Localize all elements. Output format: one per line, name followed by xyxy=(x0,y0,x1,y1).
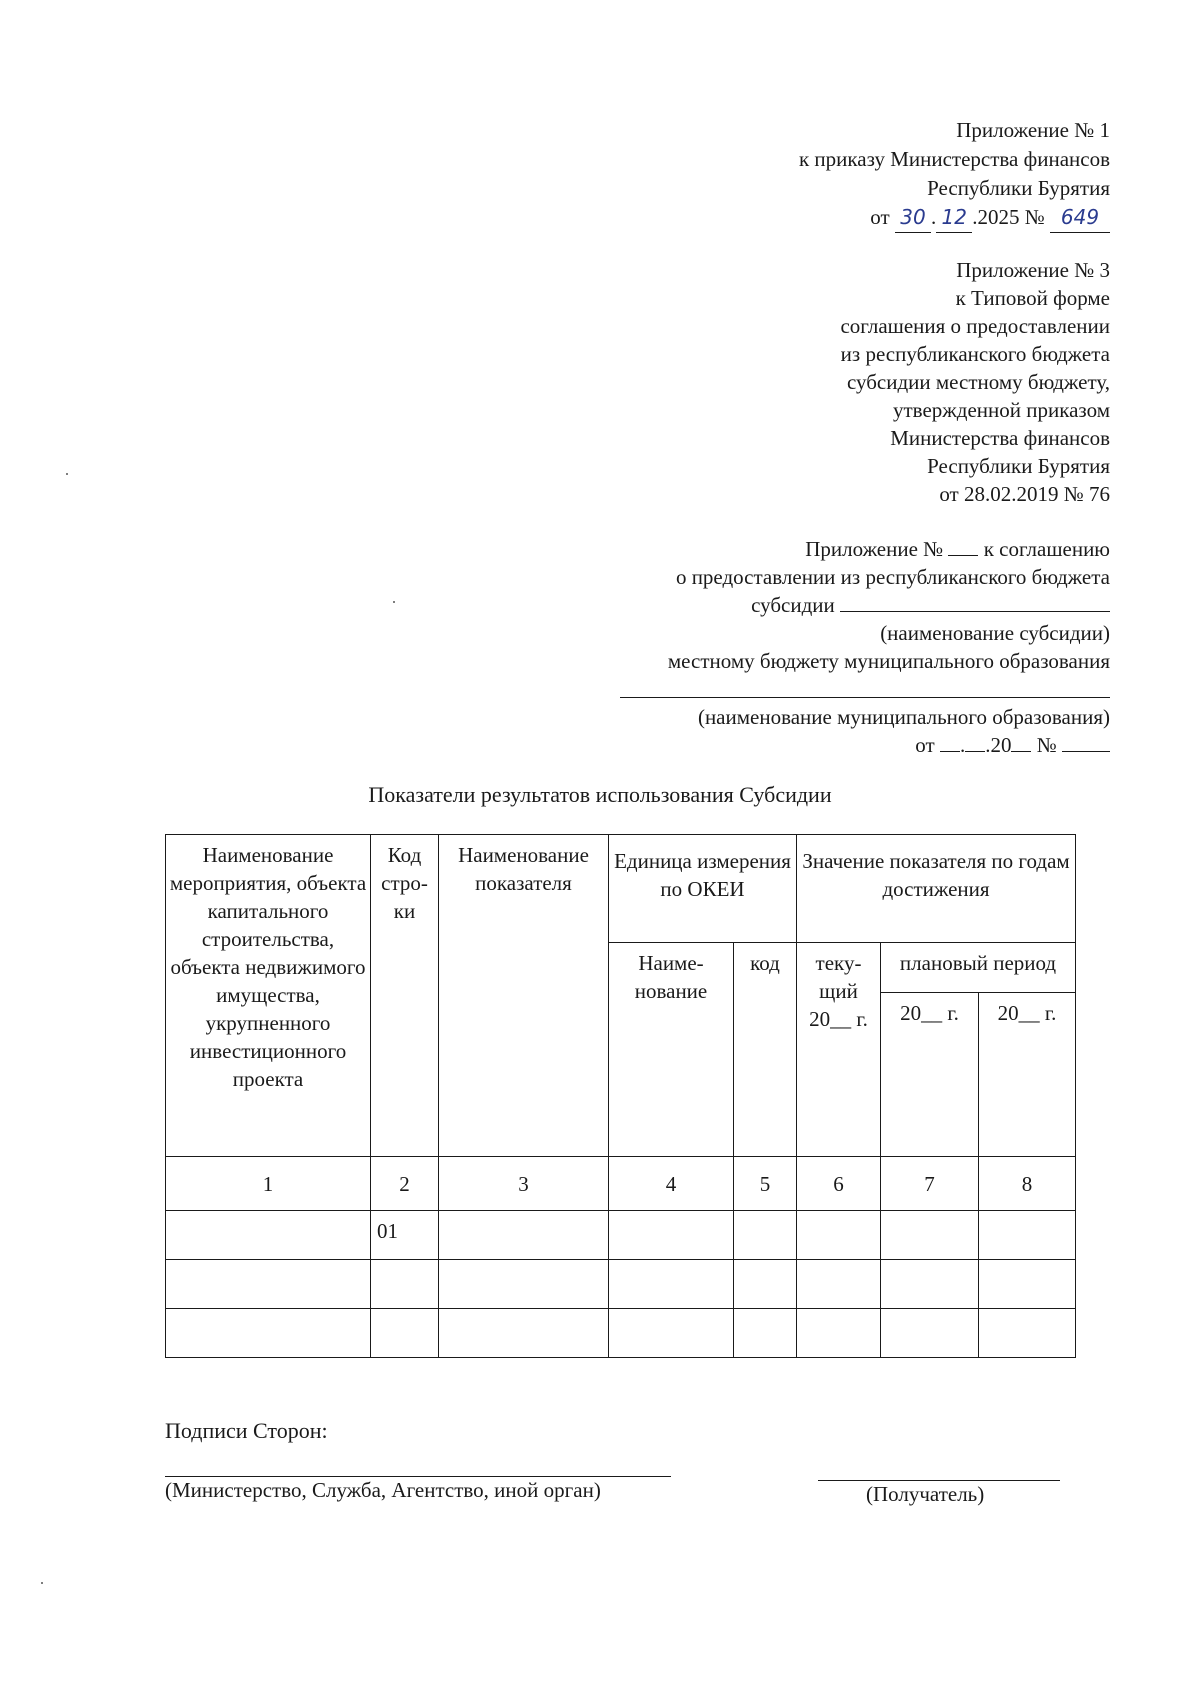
signature-line-right[interactable] xyxy=(818,1480,1060,1481)
table-cell[interactable] xyxy=(881,1309,979,1358)
agreement-line-8 xyxy=(668,731,1110,759)
date-year: .2025 № xyxy=(972,205,1045,229)
appendix-3-line: утвержденной приказом xyxy=(892,398,1110,422)
appendix-1-line: к приказу Министерства финансов xyxy=(798,147,1110,171)
header-plan-year-1: 20__ г. xyxy=(881,993,979,1157)
header-indicator-name: Наименование показателя xyxy=(439,835,609,1157)
header-current-year: теку-щий 20__ г. xyxy=(797,943,881,1157)
signature-caption-right: (Получатель) xyxy=(866,1482,985,1506)
blank-month xyxy=(965,733,985,752)
table-row xyxy=(166,1260,1076,1309)
agreement-line-1 xyxy=(668,535,1110,563)
appendix-3-line: к Типовой форме xyxy=(955,286,1110,310)
header-plan-period: плановый период xyxy=(881,943,1076,993)
appendix-1-date xyxy=(799,203,1110,233)
appendix-1-line: Республики Бурятия xyxy=(927,176,1110,200)
appendix-3-header xyxy=(840,256,1110,508)
number-sign: № xyxy=(1036,733,1057,757)
table-cell[interactable] xyxy=(371,1260,439,1309)
column-number: 8 xyxy=(979,1157,1076,1211)
table-cell[interactable] xyxy=(371,1309,439,1358)
handwritten-month: 12 xyxy=(936,203,972,233)
appendix-3-line: субсидии местному бюджету, xyxy=(846,370,1110,394)
column-number: 1 xyxy=(166,1157,371,1211)
date-year: .20 xyxy=(985,733,1012,757)
handwritten-number: 649 xyxy=(1050,203,1110,233)
header-unit-okei: Единица измерения по ОКЕИ xyxy=(609,835,797,943)
agreement-label: к соглашению xyxy=(983,537,1110,561)
handwritten-day: 30 xyxy=(895,203,931,233)
table-cell[interactable] xyxy=(166,1309,371,1358)
agreement-label: Приложение № xyxy=(805,537,944,561)
table-cell[interactable] xyxy=(797,1309,881,1358)
scan-speck xyxy=(393,601,395,603)
column-number: 3 xyxy=(439,1157,609,1211)
header-plan-year-2: 20__ г. xyxy=(979,993,1076,1157)
signature-line-left[interactable] xyxy=(165,1476,671,1477)
agreement-line-2: о предоставлении из республиканского бюджета xyxy=(675,565,1110,589)
appendix-3-line: из республиканского бюджета xyxy=(840,342,1110,366)
header-unit-name: Наиме-нование xyxy=(609,943,734,1157)
table-cell[interactable] xyxy=(439,1260,609,1309)
table-cell[interactable] xyxy=(166,1260,371,1309)
signature-caption-left: (Министерство, Служба, Агентство, иной орган) xyxy=(165,1478,601,1502)
agreement-line-6 xyxy=(668,675,1110,703)
date-separator: . xyxy=(959,733,966,757)
appendix-1-line: Приложение № 1 xyxy=(956,118,1110,142)
header-value-by-year: Значение показателя по годам достижения xyxy=(797,835,1076,943)
agreement-line-3 xyxy=(668,591,1110,619)
table-cell[interactable] xyxy=(797,1211,881,1260)
table-cell[interactable] xyxy=(979,1309,1076,1358)
column-number: 7 xyxy=(881,1157,979,1211)
indicators-table xyxy=(165,834,1076,1358)
table-cell[interactable] xyxy=(797,1260,881,1309)
column-number: 2 xyxy=(371,1157,439,1211)
table-row xyxy=(166,1309,1076,1358)
appendix-3-line: Республики Бурятия xyxy=(927,454,1110,478)
agreement-appendix-header xyxy=(668,535,1110,759)
blank-year xyxy=(1011,733,1031,752)
appendix-3-line: от 28.02.2019 № 76 xyxy=(939,482,1110,506)
blank-number xyxy=(1062,733,1110,752)
table-cell[interactable] xyxy=(439,1309,609,1358)
blank-municipality-name xyxy=(620,679,1110,698)
table-cell[interactable] xyxy=(609,1309,734,1358)
table-cell[interactable] xyxy=(734,1211,797,1260)
table-cell-code[interactable]: 01 xyxy=(371,1211,439,1260)
table-cell[interactable] xyxy=(166,1211,371,1260)
column-numbers-row xyxy=(166,1157,1076,1211)
date-prefix: от xyxy=(915,733,935,757)
date-separator: . xyxy=(930,205,937,229)
document-title: Показатели результатов использования Субсидии xyxy=(368,782,832,807)
agreement-line-4: (наименование субсидии) xyxy=(880,621,1110,645)
blank-day xyxy=(940,733,960,752)
agreement-line-7: (наименование муниципального образования) xyxy=(697,705,1110,729)
header-row-code: Код стро-ки xyxy=(371,835,439,1157)
blank-appendix-number xyxy=(948,537,978,556)
table-cell[interactable] xyxy=(881,1211,979,1260)
table-cell[interactable] xyxy=(881,1260,979,1309)
table-cell[interactable] xyxy=(439,1211,609,1260)
blank-subsidy-name xyxy=(840,593,1110,612)
column-number: 5 xyxy=(734,1157,797,1211)
table-cell[interactable] xyxy=(609,1260,734,1309)
table-cell[interactable] xyxy=(734,1260,797,1309)
appendix-3-line: Приложение № 3 xyxy=(956,258,1110,282)
column-number: 6 xyxy=(797,1157,881,1211)
signatures-title: Подписи Сторон: xyxy=(165,1418,328,1443)
table-cell[interactable] xyxy=(979,1211,1076,1260)
table-row xyxy=(166,1211,1076,1260)
header-activity-name: Наименование мероприятия, объекта капитального строительства, объекта недвижимого имущества, укрупненного инвестиционного проекта xyxy=(166,835,371,1157)
appendix-3-line: соглашения о предоставлении xyxy=(840,314,1110,338)
appendix-3-line: Министерства финансов xyxy=(890,426,1110,450)
table-cell[interactable] xyxy=(979,1260,1076,1309)
agreement-line-5: местному бюджету муниципального образования xyxy=(667,649,1110,673)
table-cell[interactable] xyxy=(734,1309,797,1358)
scan-speck xyxy=(66,473,68,475)
table-cell[interactable] xyxy=(609,1211,734,1260)
header-unit-code: код xyxy=(734,943,797,1157)
column-number: 4 xyxy=(609,1157,734,1211)
subsidy-label: субсидии xyxy=(751,593,835,617)
scan-speck xyxy=(41,1582,43,1584)
appendix-1-header xyxy=(799,116,1110,233)
date-prefix: от xyxy=(870,205,890,229)
